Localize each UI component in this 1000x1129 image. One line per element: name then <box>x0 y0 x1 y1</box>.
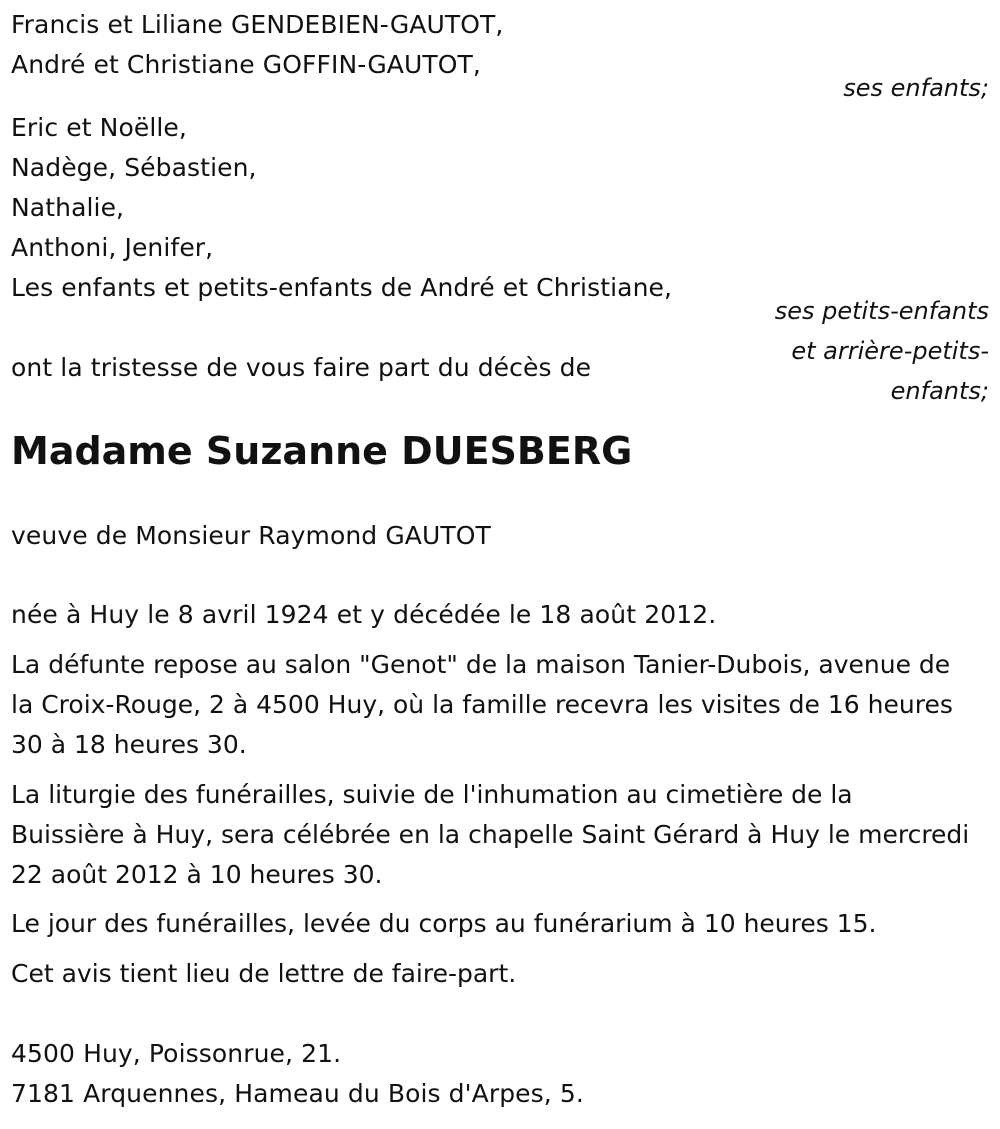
liturgy-paragraph: La liturgie des funérailles, suivie de l'inhumation au cimetière de la Buissière à Huy, sera célébrée en la chapelle Saint Gérard à Huy le mercredi 22 août 2012 à 10 heures 30. <box>11 780 970 889</box>
grandchild-line-1: Eric et Noëlle, <box>11 113 187 142</box>
grandchild-line-2: Nadège, Sébastien, <box>11 153 257 182</box>
grandchildren-role-label-3: enfants; <box>890 377 989 405</box>
grandchildren-role-label-2: et arrière-petits- <box>791 337 989 365</box>
grandchild-line-5: Les enfants et petits-enfants de André et Christiane, <box>11 273 673 302</box>
notice-statement-paragraph: Cet avis tient lieu de lettre de faire-part. <box>11 959 517 988</box>
grandchild-line-4: Anthoni, Jenifer, <box>11 233 214 262</box>
birth-death-text: née à Huy le 8 avril 1924 et y décédée le 18 août 2012. <box>11 600 717 629</box>
children-role-label: ses enfants; <box>843 74 989 102</box>
deceased-name: Madame Suzanne DUESBERG <box>11 429 633 473</box>
widow-of-text: veuve de Monsieur Raymond GAUTOT <box>11 521 491 550</box>
body-removal-paragraph: Le jour des funérailles, levée du corps au funérarium à 10 heures 15. <box>11 909 877 938</box>
grandchild-line-3: Nathalie, <box>11 193 125 222</box>
grandchildren-role-label-1: ses petits-enfants <box>774 297 989 325</box>
address-line-2: 7181 Arquennes, Hameau du Bois d'Arpes, 5. <box>11 1079 584 1108</box>
child-family-1: Francis et Liliane GENDEBIEN-GAUTOT, <box>11 10 504 39</box>
announcement-text: ont la tristesse de vous faire part du décès de <box>11 353 592 382</box>
funeral-home-paragraph: La défunte repose au salon "Genot" de la maison Tanier-Dubois, avenue de la Croix-Rouge, 2 à 4500 Huy, où la famille recevra les visites de 16 heures 30 à 18 heures 30. <box>11 650 953 759</box>
child-family-2: André et Christiane GOFFIN-GAUTOT, <box>11 50 481 79</box>
address-line-1: 4500 Huy, Poissonrue, 21. <box>11 1039 342 1068</box>
